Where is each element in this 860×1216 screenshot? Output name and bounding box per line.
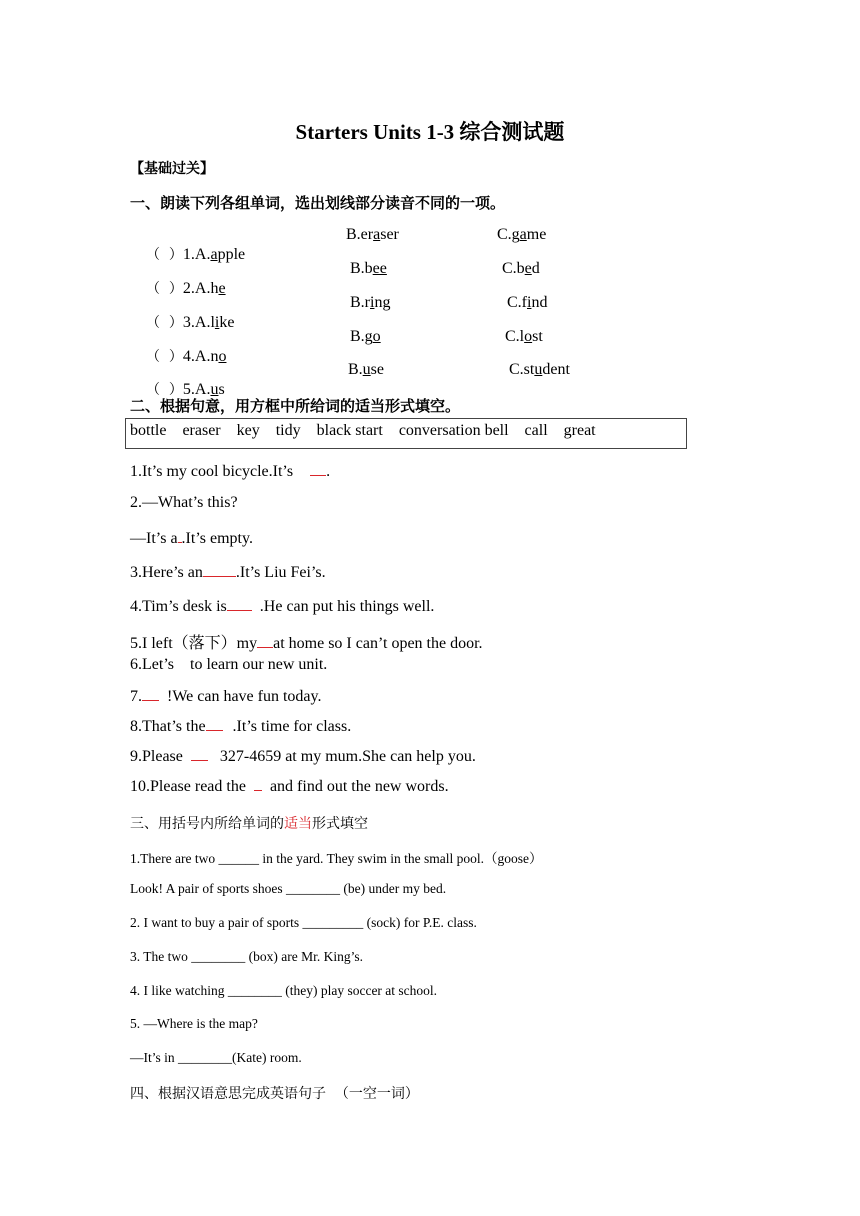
option-c-suffix: d: [531, 260, 540, 277]
answer-blank[interactable]: [310, 461, 326, 476]
answer-blank[interactable]: [254, 776, 262, 791]
option-c-underlined: e: [524, 260, 532, 277]
answer-bracket[interactable]: （ ）: [146, 382, 183, 398]
item-number: 4.: [182, 348, 195, 365]
part1-item-3-option-b: [350, 294, 390, 312]
option-a-suffix: ke: [219, 314, 235, 331]
option-a-prefix: A.: [194, 381, 211, 398]
question-text: 1.It’s my cool bicycle.It’s: [130, 463, 294, 480]
page-title: Starters Units 1-3 综合测试题: [295, 120, 565, 144]
option-a-underlined: u: [210, 381, 219, 398]
heading-text-end: 形式填空: [312, 816, 368, 832]
part2-question-8: [130, 716, 351, 736]
part1-item-2-option-c: [502, 260, 540, 278]
option-c-underlined: a: [519, 226, 527, 243]
item-number: 1.: [182, 246, 195, 263]
answer-blank[interactable]: [257, 633, 273, 648]
option-c-suffix: me: [526, 226, 547, 243]
option-b-prefix: B.g: [350, 328, 373, 345]
question-text-end: at home so I can’t open the door.: [273, 635, 483, 652]
part1-item-5-option-c: [509, 361, 570, 379]
option-b-underlined: u: [362, 361, 371, 378]
question-text: 3.Here’s an: [130, 564, 203, 581]
part2-question-2a: 2.—What’s this?: [130, 494, 238, 511]
part3-line-1: 1.There are two ______ in the yard. They swim in the small pool.（goose）: [130, 851, 543, 866]
part2-question-6: 6.Let’s to learn our new unit.: [130, 656, 328, 673]
option-c-prefix: C.st: [509, 361, 535, 378]
question-text-end: .He can put his things well.: [259, 598, 435, 615]
part2-question-1: [130, 461, 330, 481]
item-number: 3.: [182, 314, 195, 331]
part2-question-4: [130, 596, 434, 616]
option-b-suffix: se: [370, 361, 384, 378]
part2-question-7: [130, 686, 322, 706]
option-b-underlined: a: [373, 226, 381, 243]
item-number: 2.: [182, 280, 195, 297]
question-text: 9.Please: [130, 748, 183, 765]
option-a-prefix: A.l: [194, 314, 215, 331]
part2-question-2b: [130, 528, 253, 548]
item-number: 5.: [182, 381, 195, 398]
option-a-prefix: A.: [194, 246, 211, 263]
option-c-suffix: nd: [531, 294, 548, 311]
word-bank-box: [125, 418, 687, 449]
option-b-prefix: B.er: [346, 226, 374, 243]
option-c-prefix: C.b: [502, 260, 525, 277]
answer-blank[interactable]: [203, 562, 236, 577]
option-c-suffix: dent: [542, 361, 570, 378]
part1-item-4-option-c: [505, 328, 543, 346]
option-a-underlined: e: [218, 280, 226, 297]
question-text-end: .It’s Liu Fei’s.: [235, 564, 326, 581]
option-b-suffix: ser: [380, 226, 399, 243]
question-text-end: .: [326, 463, 331, 480]
question-text: 8.That’s the: [130, 718, 206, 735]
option-a-text: p: [217, 246, 226, 263]
word-bank-words: bottle eraser key tidy black start conversation bell call great: [130, 422, 596, 439]
option-c-underlined: i: [527, 294, 532, 311]
answer-blank[interactable]: [142, 686, 159, 701]
option-b-suffix: ng: [374, 294, 391, 311]
part1-item-1-option-c: [497, 226, 546, 244]
option-a-underlined: o: [218, 348, 227, 365]
answer-blank[interactable]: [191, 746, 208, 761]
option-a-prefix: A.h: [194, 280, 219, 297]
answer-blank[interactable]: [227, 596, 252, 611]
question-text: 5.I left（落下）my: [130, 635, 258, 652]
question-text: 10.Please read the: [130, 778, 246, 795]
option-b-prefix: B.r: [350, 294, 370, 311]
heading-highlight: 适当: [284, 816, 312, 832]
part3-line-3: 2. I want to buy a pair of sports _________ (sock) for P.E. class.: [130, 915, 477, 930]
part2-question-9: [130, 746, 476, 766]
question-text-end: .It’s time for class.: [232, 718, 352, 735]
part3-line-2: Look! A pair of sports shoes ________ (be) under my bed.: [130, 881, 447, 896]
question-text-end: !We can have fun today.: [167, 688, 322, 705]
part3-heading: [130, 813, 368, 833]
part1-heading: 一、朗读下列各组单词，选出划线部分读音不同的一项。: [130, 194, 506, 212]
option-a-underlined: i: [214, 314, 220, 331]
part4-heading: 四、根据汉语意思完成英语句子 （一空一词）: [130, 1086, 419, 1102]
section-basic-label: 【基础过关】: [130, 161, 214, 177]
answer-bracket[interactable]: （ ）: [146, 315, 183, 331]
part1-item-5-option-b: [348, 361, 384, 379]
question-text-end: and find out the new words.: [269, 778, 449, 795]
option-c-prefix: C.f: [507, 294, 527, 311]
option-a-suffix: ple: [225, 246, 246, 263]
option-a-prefix: A.n: [194, 348, 219, 365]
option-b-underlined: i: [370, 294, 375, 311]
part3-line-4: 3. The two ________ (box) are Mr. King’s.: [130, 949, 363, 964]
part1-item-3-option-c: [507, 294, 547, 312]
option-a-underlined: a: [210, 246, 218, 263]
option-c-underlined: u: [534, 361, 543, 378]
heading-text: 三、用括号内所给单词的: [130, 816, 284, 832]
part2-question-10: [130, 776, 449, 796]
question-text: —It’s a: [130, 530, 178, 547]
part2-question-3: [130, 562, 326, 582]
option-b-prefix: B.: [348, 361, 363, 378]
part1-item-4-option-b: [350, 328, 381, 346]
answer-bracket[interactable]: （ ）: [146, 247, 183, 263]
option-b-underlined: ee: [372, 260, 387, 277]
option-c-underlined: o: [524, 328, 533, 345]
option-c-prefix: C.g: [497, 226, 520, 243]
option-b-prefix: B.b: [350, 260, 373, 277]
part3-line-6: 5. —Where is the map?: [130, 1016, 258, 1031]
part2-heading: 二、根据句意，用方框中所给词的适当形式填空。: [130, 397, 461, 415]
part3-line-5: 4. I like watching ________ (they) play soccer at school.: [130, 983, 438, 998]
question-text: 7.: [130, 688, 142, 705]
answer-bracket[interactable]: （ ）: [146, 349, 183, 365]
question-text-end: .It’s empty.: [181, 530, 253, 547]
part2-question-5: [130, 630, 483, 653]
answer-bracket[interactable]: （ ）: [146, 281, 183, 297]
question-text-end: 327-4659 at my mum.She can help you.: [219, 748, 476, 765]
part3-line-7: —It’s in ________(Kate) room.: [130, 1050, 302, 1065]
part1-item-1-option-b: [346, 226, 399, 244]
question-text: 4.Tim’s desk is: [130, 598, 227, 615]
option-a-suffix: s: [218, 381, 225, 398]
part1-item-2-option-b: [350, 260, 387, 278]
answer-blank[interactable]: [206, 716, 223, 731]
option-c-prefix: C.l: [505, 328, 525, 345]
option-b-underlined: o: [372, 328, 381, 345]
option-c-suffix: st: [532, 328, 543, 345]
